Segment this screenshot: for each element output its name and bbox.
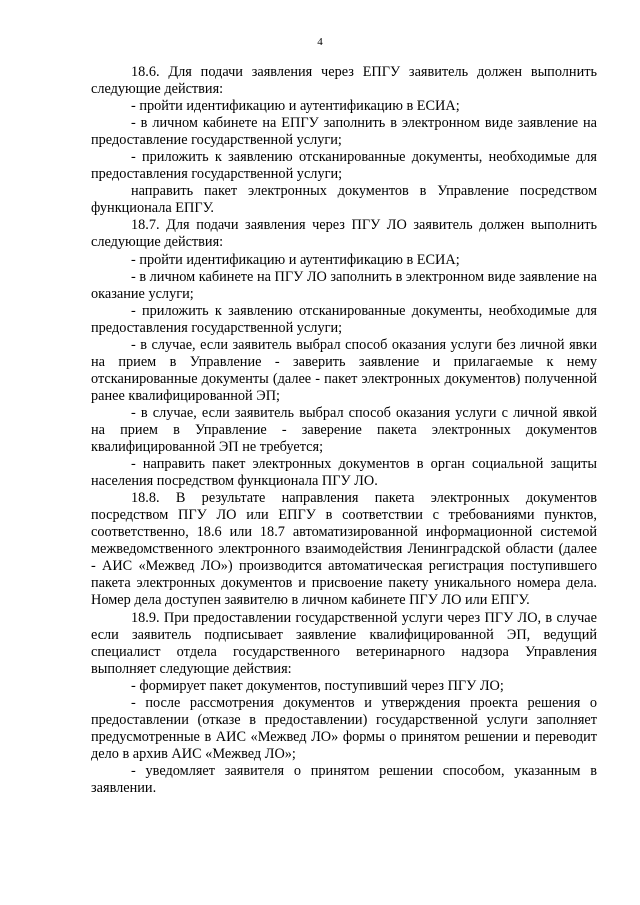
list-item-identification: - пройти идентификацию и аутентификацию в ЕСИА;	[131, 98, 460, 115]
list-item-without-personal-visit: - в случае, если заявитель выбрал способ оказания услуги без личной явки на прием в Управление - заверить заявление и прилагаемые к нему отсканированные документы (далее - пакет электронных документов) полученной ранее квалифицированной ЭП;	[91, 336, 597, 404]
list-item-attach-documents: - приложить к заявлению отсканированные документы, необходимые для предоставления государственной услуги;	[91, 149, 597, 183]
list-item-send-package: направить пакет электронных документов в Управление посредством функционала ЕПГУ.	[91, 183, 597, 217]
list-item-send-package: - направить пакет электронных документов в орган социальной защиты населения посредством функционала ПГУ ЛО.	[91, 456, 597, 490]
document-body	[91, 64, 597, 797]
list-item-notify-applicant: - уведомляет заявителя о принятом решении способом, указанным в заявлении.	[91, 762, 597, 796]
paragraph-18-7-intro: 18.7. Для подачи заявления через ПГУ ЛО заявитель должен выполнить следующие действия:	[91, 217, 597, 251]
list-item-identification: - пройти идентификацию и аутентификацию в ЕСИА;	[131, 251, 460, 268]
list-item-fill-decision-forms: - после рассмотрения документов и утверждения проекта решения о предоставлении (отказе в предоставлении) государственной услуги заполняет предусмотренные в АИС «Межвед ЛО» формы о принятом решении и переводит дело в архив АИС «Межвед ЛО»;	[91, 694, 597, 762]
list-item-with-personal-visit: - в случае, если заявитель выбрал способ оказания услуги с личной явкой на прием в Управление - заверение пакета электронных документов квалифицированной ЭП не требуется;	[91, 404, 597, 456]
list-item-attach-documents: - приложить к заявлению отсканированные документы, необходимые для предоставления государственной услуги;	[91, 302, 597, 336]
page-number: 4	[317, 36, 323, 48]
paragraph-18-8: 18.8. В результате направления пакета электронных документов посредством ПГУ ЛО или ЕПГУ в соответствии с требованиями пунктов, соответственно, 18.6 или 18.7 автоматизированной информационной системой межведомственного электронного взаимодействия Ленинградской области (далее - АИС «Межвед ЛО») производится автоматическая регистрация поступившего пакета электронных документов и присвоение пакету уникального номера дела. Номер дела доступен заявителю в личном кабинете ПГУ ЛО или ЕПГУ.	[91, 490, 597, 609]
paragraph-18-6-intro: 18.6. Для подачи заявления через ЕПГУ заявитель должен выполнить следующие действия:	[91, 64, 597, 98]
list-item-fill-application: - в личном кабинете на ПГУ ЛО заполнить в электронном виде заявление на оказание услуги;	[91, 268, 597, 302]
list-item-form-package: - формирует пакет документов, поступивший через ПГУ ЛО;	[131, 677, 504, 694]
paragraph-18-9-intro: 18.9. При предоставлении государственной услуги через ПГУ ЛО, в случае если заявитель подписывает заявление квалифицированной ЭП, ведущий специалист отдела государственного ветеринарного надзора Управления выполняет следующие действия:	[91, 609, 597, 677]
list-item-fill-application: - в личном кабинете на ЕПГУ заполнить в электронном виде заявление на предоставление государственной услуги;	[91, 115, 597, 149]
